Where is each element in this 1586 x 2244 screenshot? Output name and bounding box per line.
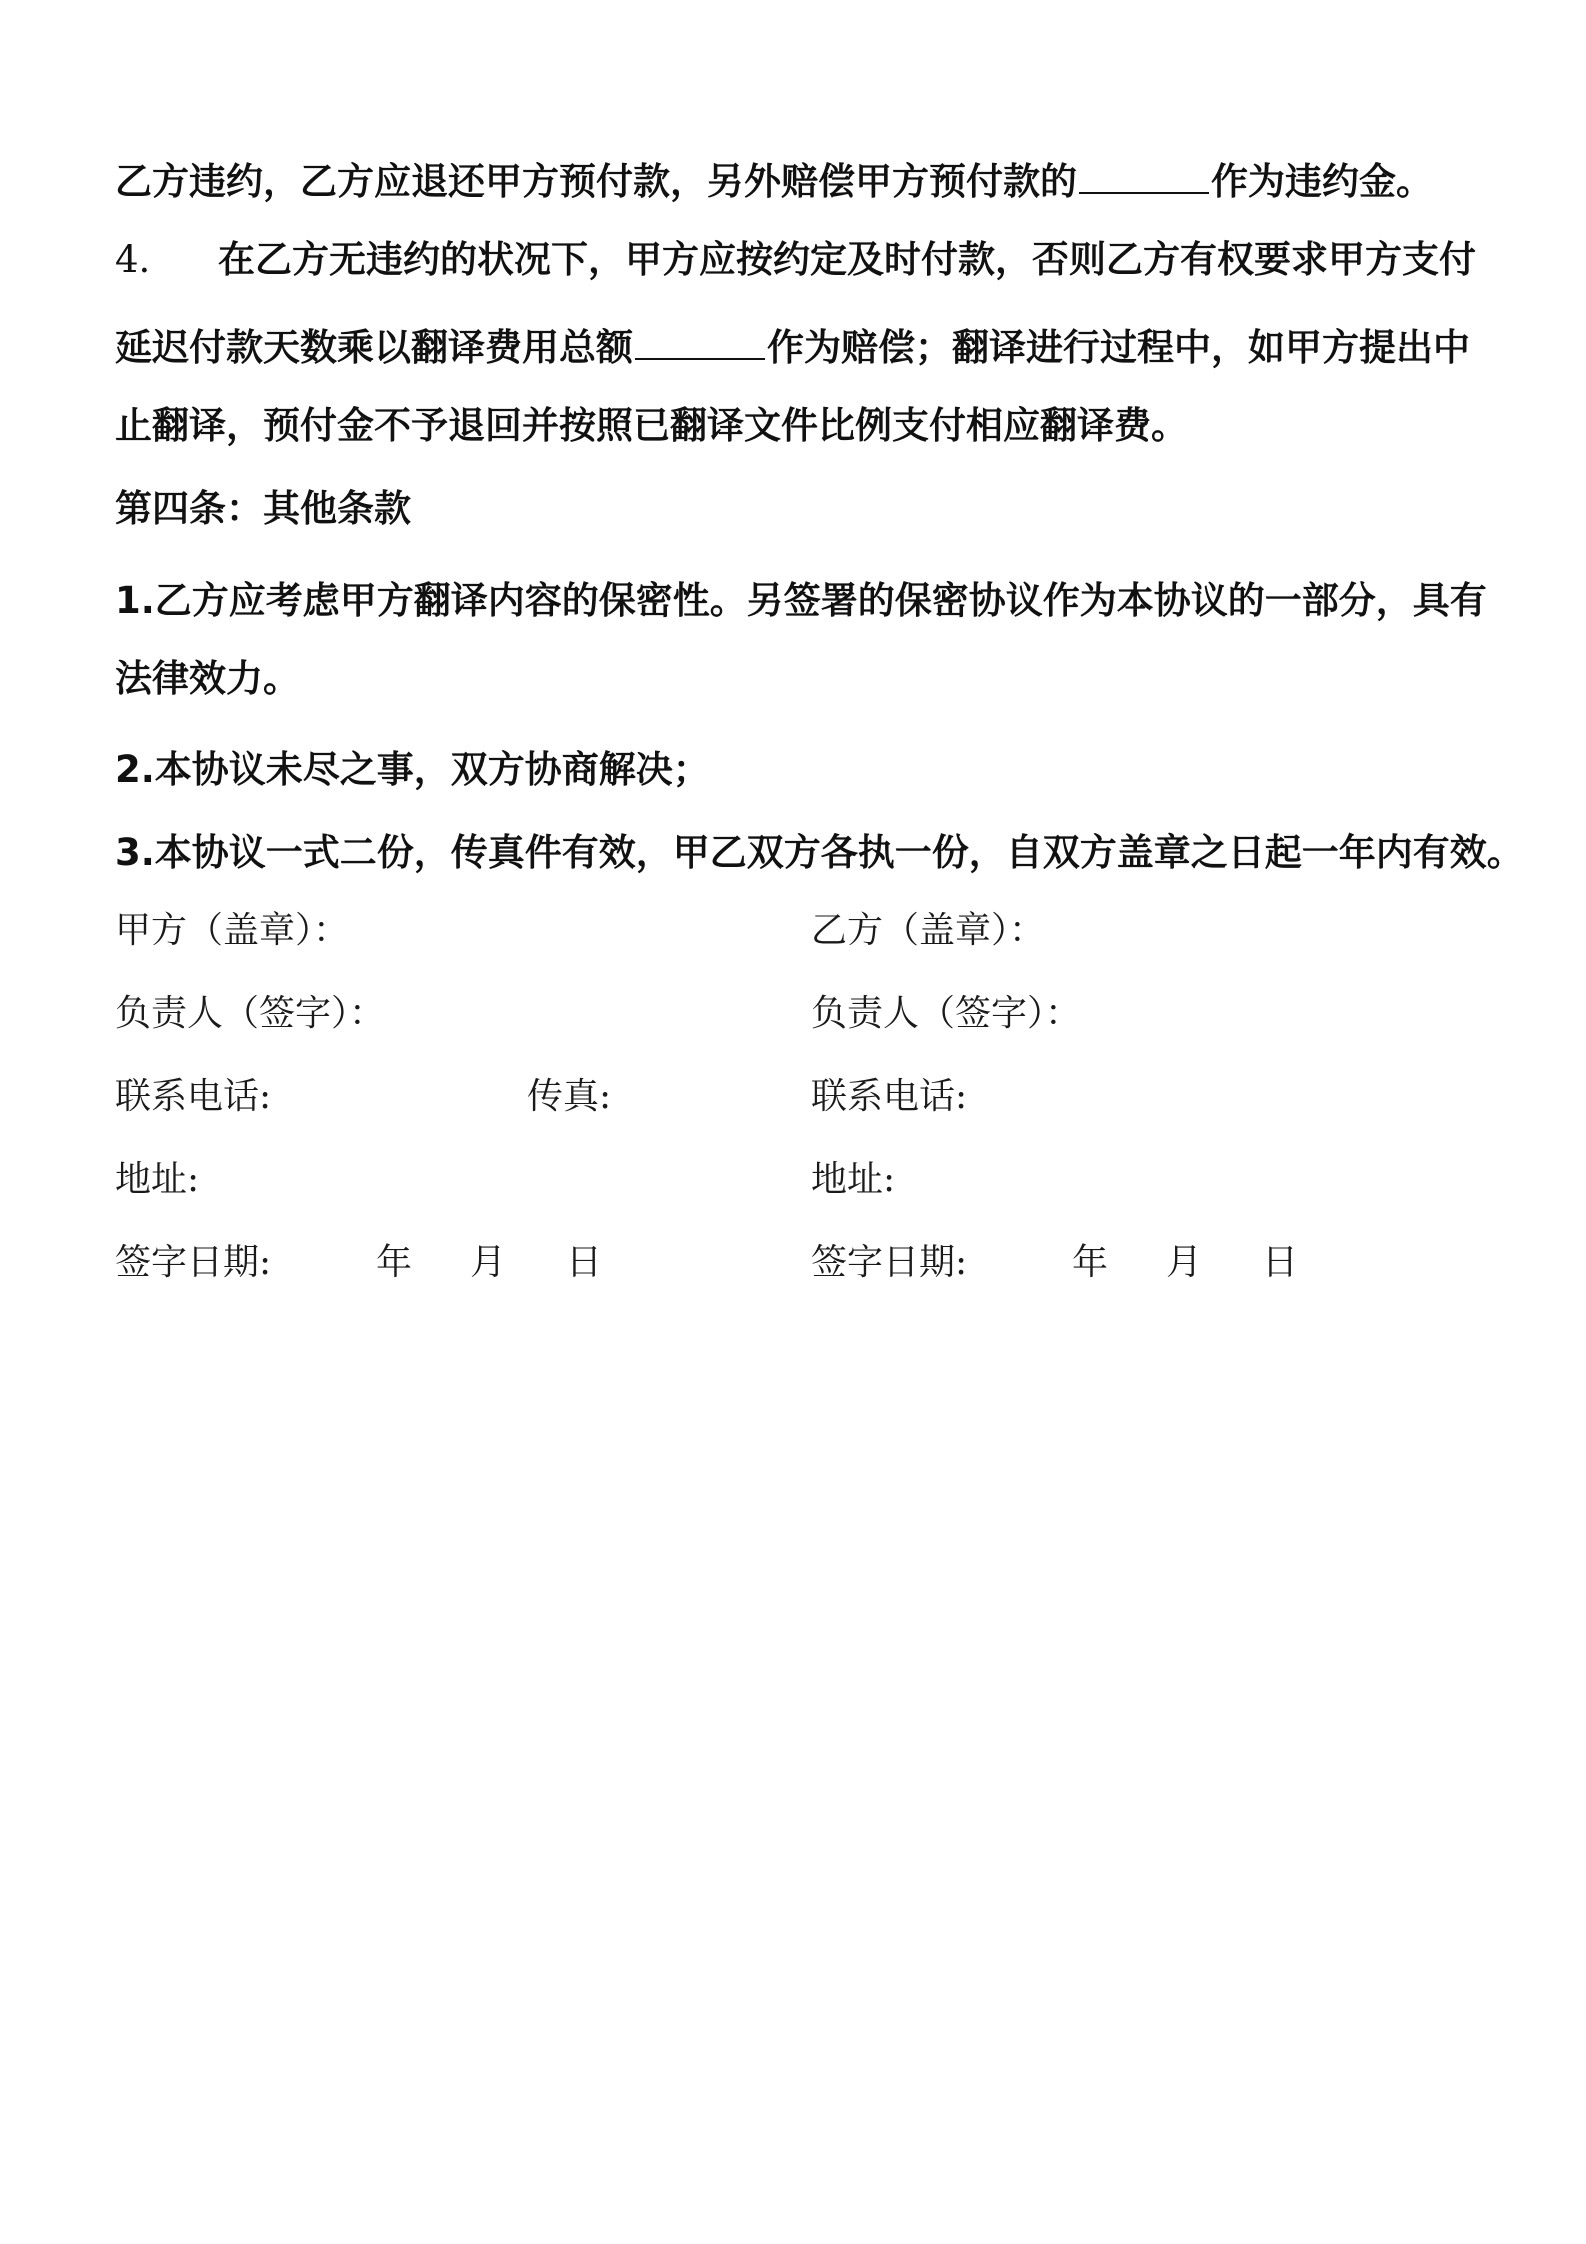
party-a-phone-label: 联系电话: xyxy=(115,1076,272,1117)
clause4-text-2b: 作为赔偿；翻译进行过程中，如甲方提出中 xyxy=(767,326,1470,369)
article4-item1-line2: 法律效力。 xyxy=(115,657,300,700)
party-a-year-label: 年 xyxy=(376,1242,413,1283)
penalty-rate-blank xyxy=(1079,158,1209,194)
party-a-address-label: 地址: xyxy=(115,1159,200,1200)
clause3-line1 xyxy=(115,158,1433,203)
clause4-text-2a: 延迟付款天数乘以翻译费用总额 xyxy=(115,326,633,369)
clause4-number: 4. xyxy=(115,238,151,281)
party-a-day-label: 日 xyxy=(566,1242,603,1283)
clause4-text-3: 止翻译，预付金不予退回并按照已翻译文件比例支付相应翻译费。 xyxy=(115,404,1188,447)
clause4-line1 xyxy=(115,238,1476,281)
clause4-line2 xyxy=(115,324,1470,369)
clause4-line3 xyxy=(115,404,1188,447)
party-b-address-label: 地址: xyxy=(811,1159,896,1200)
party-a-date-label: 签字日期: xyxy=(115,1242,272,1283)
article4-item3: 3.本协议一式二份，传真件有效，甲乙双方各执一份，自双方盖章之日起一年内有效。 xyxy=(115,831,1524,874)
party-a-responsible-label: 负责人（签字）： xyxy=(115,993,386,1034)
party-b-phone-label: 联系电话: xyxy=(811,1076,968,1117)
party-b-year-label: 年 xyxy=(1072,1242,1109,1283)
party-b-responsible-label: 负责人（签字）： xyxy=(811,993,1082,1034)
clause3-text-a: 乙方违约，乙方应退还甲方预付款，另外赔偿甲方预付款的 xyxy=(115,160,1077,203)
article4-item1-line1: 1.乙方应考虑甲方翻译内容的保密性。另签署的保密协议作为本协议的一部分，具有 xyxy=(115,579,1487,622)
clause4-text-1: 在乙方无违约的状况下，甲方应按约定及时付款，否则乙方有权要求甲方支付 xyxy=(218,238,1476,281)
article4-heading: 第四条：其他条款 xyxy=(115,487,411,530)
party-a-seal-label: 甲方（盖章）： xyxy=(115,910,350,951)
party-b-date-label: 签字日期: xyxy=(811,1242,968,1283)
party-a-month-label: 月 xyxy=(470,1242,507,1283)
party-a-fax-label: 传真: xyxy=(527,1076,612,1117)
clause3-text-b: 作为违约金。 xyxy=(1211,160,1433,203)
party-b-day-label: 日 xyxy=(1262,1242,1299,1283)
article4-item2: 2.本协议未尽之事，双方协商解决； xyxy=(115,748,710,791)
delay-rate-blank xyxy=(635,324,765,360)
party-b-seal-label: 乙方（盖章）： xyxy=(811,910,1046,951)
party-b-month-label: 月 xyxy=(1166,1242,1203,1283)
